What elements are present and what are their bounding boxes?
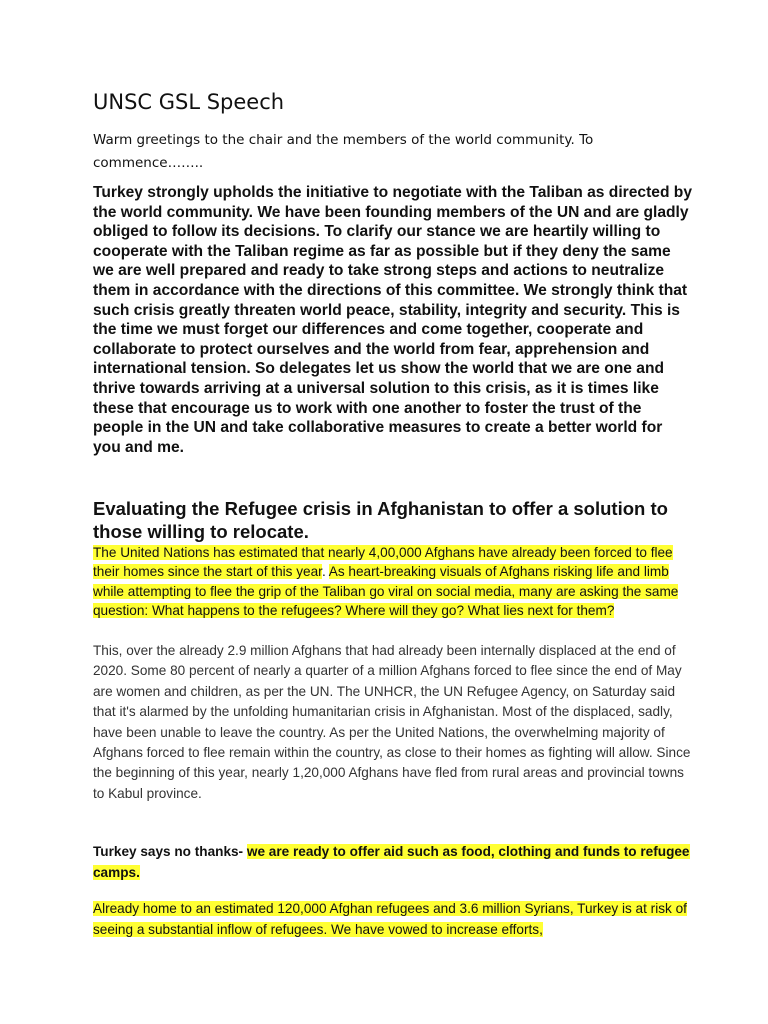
highlighted-text: Already home to an estimated 120,000 Afghan refugees and 3.6 million Syrians, Turkey is at risk of seeing a substantial inflow of refugees. We have vowed to increase efforts,	[93, 901, 687, 937]
refugee-estimate-paragraph	[93, 543, 693, 620]
document-title: UNSC GSL Speech	[93, 90, 285, 114]
highlighted-text: we are ready to offer aid such as food, clothing and funds to refugee camps.	[93, 844, 690, 880]
lead-text: Turkey says no thanks-	[93, 844, 247, 859]
highlighted-text: The United Nations has estimated that nearly 4,00,000 Afghans have already been forced to flee their homes since the start of this year	[93, 545, 673, 580]
refugee-inflow-paragraph	[93, 899, 693, 940]
highlighted-text: As heart-breaking visuals of Afghans risking life and limb while attempting to flee the grip of the Taliban go viral on social media, many are asking the same question: What happens to the refugees? Where will they go? What lies next for them?	[93, 564, 679, 618]
greeting-paragraph: Warm greetings to the chair and the members of the world community. To commence……..	[93, 132, 594, 171]
section-heading: Evaluating the Refugee crisis in Afghanistan to offer a solution to those willing to relocate.	[93, 498, 668, 542]
speech-paragraph: Turkey strongly upholds the initiative to negotiate with the Taliban as directed by the world community. We have been founding members of the UN and are gladly obliged to follow its decisions. To clarify our stance we are heartily willing to cooperate with the Taliban regime as far as possible but if they deny the same we are well prepared and ready to take strong steps and actions to neutralize them in accordance with the directions of this committee. We strongly think that such crisis greatly threaten world peace, stability, integrity and security. This is the time we must forget our differences and come together, cooperate and collaborate to protect ourselves and the world from fear, apprehension and international tension. So delegates let us show the world that we are one and thrive towards arriving at a universal solution to this crisis, as it is times like these that encourage us to work with one another to foster the trust of the people in the UN and take collaborative measures to create a better world for you and me.	[93, 184, 692, 456]
plain-text: .	[321, 564, 329, 580]
turkey-aid-paragraph	[93, 841, 693, 883]
displacement-paragraph: This, over the already 2.9 million Afghans that had already been internally displaced at the end of 2020. Some 80 percent of nearly a quarter of a million Afghans forced to flee since the end of May are women and children, as per the UN. The UNHCR, the UN Refugee Agency, on Saturday said that it's alarmed by the unfolding humanitarian crisis in Afghanistan. Most of the displaced, sadly, have been unable to leave the country. As per the United Nations, the overwhelming majority of Afghans forced to flee remain within the country, as close to their homes as fighting will allow. Since the beginning of this year, nearly 1,20,000 Afghans have fled from rural areas and provincial towns to Kabul province.	[93, 643, 691, 801]
